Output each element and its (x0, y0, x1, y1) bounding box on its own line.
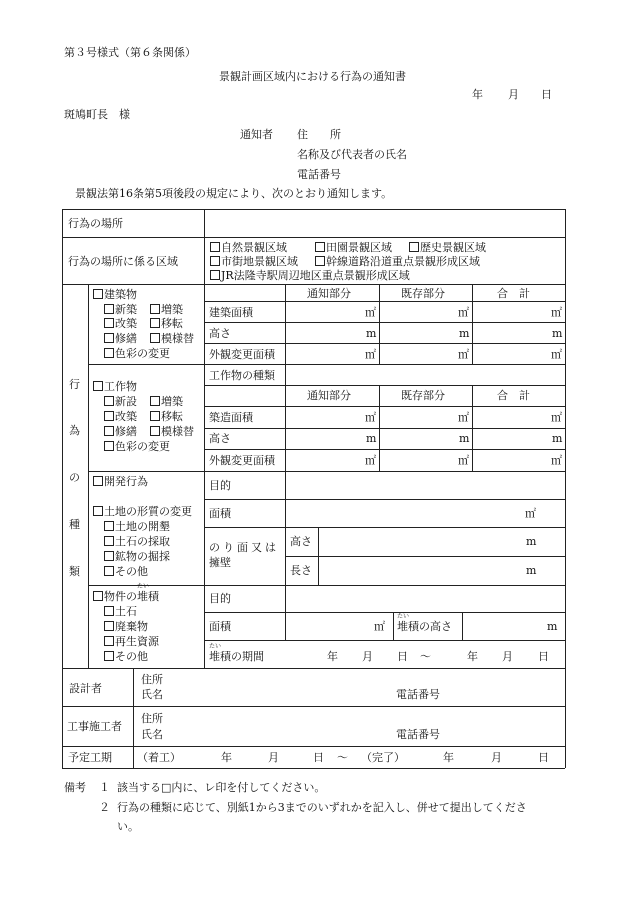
unit-m: m (547, 620, 558, 633)
pile-area-label: 面積 (209, 620, 231, 633)
pile-period-label: たい 堆積の期間 (209, 643, 264, 663)
structure-col-notify: 通知部分 (307, 389, 351, 402)
checkbox[interactable] (104, 426, 114, 436)
checkbox[interactable] (104, 318, 114, 328)
schedule-end-label: （完了） (361, 751, 405, 764)
structure-col-existing: 既存部分 (401, 389, 445, 402)
schedule-start-month: 月 (268, 751, 279, 764)
note-2-number: ２ (99, 801, 110, 814)
address-label: 住 所 (297, 128, 341, 141)
structure-relocation-option[interactable]: 移転 (150, 411, 183, 422)
checkbox[interactable] (104, 411, 114, 421)
form-number: 第３号様式（第６条関係） (64, 46, 196, 59)
checkbox[interactable] (104, 606, 114, 616)
representative-name-label: 名称及び代表者の氏名 (297, 148, 407, 161)
intro-text: 景観法第16条第5項後段の規定により、次のとおり通知します。 (75, 187, 393, 200)
contractor-phone-label: 電話番号 (396, 728, 440, 741)
unit-m: m (366, 327, 377, 340)
notes-label: 備考 (64, 781, 86, 794)
pile-end-day: 日 (538, 650, 549, 663)
zone-rural-option[interactable]: 田園景観区域 (315, 242, 392, 253)
checkbox[interactable] (104, 333, 114, 343)
building-ext-area-label: 外観変更面積 (209, 348, 275, 361)
building-option[interactable]: 建築物 (93, 289, 137, 300)
unit-m2: ㎡ (458, 348, 469, 361)
stockpile-option[interactable]: 物件の たい 堆積 (93, 591, 159, 602)
building-remodel-option[interactable]: 模様替 (150, 333, 194, 344)
checkbox[interactable] (150, 333, 160, 343)
building-col-existing: 既存部分 (401, 287, 445, 300)
zone-historic-option[interactable]: 歴史景観区域 (409, 242, 486, 253)
checkbox[interactable] (104, 636, 114, 646)
unit-m2: ㎡ (551, 454, 562, 467)
structure-color-change-option[interactable]: 色彩の変更 (104, 441, 170, 452)
unit-m2: ㎡ (551, 348, 562, 361)
slope-length-label: 長さ (290, 564, 312, 577)
checkbox[interactable] (104, 441, 114, 451)
unit-m: m (459, 327, 470, 340)
zone-natural-option[interactable]: 自然景観区域 (210, 242, 287, 253)
contractor-address-label: 住所 (141, 712, 163, 725)
structure-kind-label: 工作物の種類 (209, 369, 275, 382)
notifier-label: 通知者 (240, 128, 273, 141)
zone-jr-horyuji-option[interactable]: JR法隆寺駅周辺地区重点景観形成区域 (210, 270, 410, 281)
unit-m2: ㎡ (525, 507, 536, 520)
phone-label: 電話番号 (297, 168, 341, 181)
unit-m: m (526, 564, 537, 577)
dev-other-option[interactable]: その他 (104, 566, 148, 577)
land-clearing-option[interactable]: 土地の開墾 (104, 521, 170, 532)
schedule-start-label: （着工） (137, 751, 181, 764)
note-1-number: １ (99, 781, 110, 794)
zone-arterial-road-option[interactable]: 幹線道路沿道重点景観形成区域 (315, 256, 480, 267)
place-label: 行為の場所 (68, 217, 123, 230)
slope-wall-label-line2: 擁壁 (209, 556, 231, 569)
ruby-tai: たい (209, 643, 222, 650)
unit-m: m (459, 432, 470, 445)
contractor-label: 工事施工者 (67, 720, 122, 733)
checkbox[interactable] (104, 348, 114, 358)
checkbox[interactable] (93, 381, 103, 391)
unit-m: m (526, 535, 537, 548)
schedule-tilde: ～ (337, 751, 348, 764)
checkbox[interactable] (210, 270, 220, 280)
mining-option[interactable]: 鉱物の掘採 (104, 551, 170, 562)
zone-urban-option[interactable]: 市街地景観区域 (210, 256, 298, 267)
unit-m2: ㎡ (374, 620, 385, 633)
checkbox[interactable] (93, 506, 103, 516)
building-col-notify: 通知部分 (307, 287, 351, 300)
act-type-char-1: 行 (69, 378, 80, 391)
checkbox[interactable] (150, 304, 160, 314)
act-type-char-2: 為 (69, 424, 80, 437)
checkbox[interactable] (93, 476, 103, 486)
structure-rebuild-option[interactable]: 改築 (104, 411, 137, 422)
addressee: 斑鳩町長 様 (64, 108, 130, 121)
act-type-char-4: 種 (69, 518, 80, 531)
checkbox[interactable] (150, 411, 160, 421)
building-height-label: 高さ (209, 327, 231, 340)
checkbox[interactable] (104, 621, 114, 631)
building-relocation-option[interactable]: 移転 (150, 318, 183, 329)
structure-extension-option[interactable]: 増築 (150, 396, 183, 407)
checkbox[interactable] (315, 242, 325, 252)
pile-start-day: 日 (397, 650, 408, 663)
note-2-text: 行為の種類に応じて、別紙1から3までのいずれかを記入し、併せて提出してくださ (117, 801, 527, 814)
checkbox[interactable] (104, 551, 114, 561)
unit-m2: ㎡ (551, 411, 562, 424)
act-type-char-5: 類 (69, 565, 80, 578)
note-2-text-continued: い。 (117, 820, 139, 833)
schedule-end-month: 月 (491, 751, 502, 764)
pile-purpose-label: 目的 (209, 592, 231, 605)
building-repair-option[interactable]: 修繕 (104, 333, 137, 344)
checkbox[interactable] (150, 396, 160, 406)
checkbox[interactable] (150, 318, 160, 328)
schedule-end-year: 年 (443, 751, 454, 764)
checkbox[interactable] (210, 242, 220, 252)
pile-height-label: たい 堆積の高さ (397, 613, 452, 633)
unit-m2: ㎡ (365, 306, 376, 319)
unit-m2: ㎡ (365, 411, 376, 424)
earth-extraction-option[interactable]: 土石の採取 (104, 536, 170, 547)
structure-area-label: 築造面積 (209, 411, 253, 424)
land-change-option[interactable]: 土地の形質の変更 (93, 506, 192, 517)
unit-m: m (552, 327, 563, 340)
unit-m2: ㎡ (458, 411, 469, 424)
date-year-label: 年 (472, 88, 483, 101)
unit-m: m (552, 432, 563, 445)
designer-label: 設計者 (69, 682, 102, 695)
structure-ext-area-label: 外観変更面積 (209, 454, 275, 467)
document-title: 景観計画区域内における行為の通知書 (219, 70, 406, 83)
pile-period-tilde: ～ (420, 650, 431, 663)
checkbox[interactable] (104, 396, 114, 406)
checkbox[interactable] (104, 536, 114, 546)
pile-other-option[interactable]: その他 (104, 651, 148, 662)
pile-end-year: 年 (467, 650, 478, 663)
schedule-start-year: 年 (221, 751, 232, 764)
structure-repair-option[interactable]: 修繕 (104, 426, 137, 437)
pile-start-month: 月 (362, 650, 373, 663)
unit-m2: ㎡ (551, 306, 562, 319)
checkbox[interactable] (150, 426, 160, 436)
unit-m2: ㎡ (458, 454, 469, 467)
checkbox[interactable] (104, 566, 114, 576)
checkbox[interactable] (93, 591, 103, 601)
zone-label: 行為の場所に係る区域 (68, 255, 178, 268)
pile-end-month: 月 (502, 650, 513, 663)
structure-option[interactable]: 工作物 (93, 381, 137, 392)
structure-remodel-option[interactable]: 模様替 (150, 426, 194, 437)
checkbox[interactable] (104, 651, 114, 661)
designer-name-label: 氏名 (141, 688, 163, 701)
building-rebuild-option[interactable]: 改築 (104, 318, 137, 329)
checkbox[interactable] (210, 256, 220, 266)
dev-purpose-label: 目的 (209, 479, 231, 492)
pile-waste-option[interactable]: 廃棄物 (104, 621, 148, 632)
building-col-total: 合 計 (497, 287, 530, 300)
checkbox[interactable] (104, 521, 114, 531)
contractor-name-label: 氏名 (141, 728, 163, 741)
building-new-option[interactable]: 新築 (104, 304, 137, 315)
building-color-change-option[interactable]: 色彩の変更 (104, 348, 170, 359)
date-day-label: 日 (541, 88, 552, 101)
slope-wall-label-line1: のり面又は (209, 541, 279, 554)
act-type-char-3: の (69, 471, 80, 484)
schedule-label: 予定工期 (68, 751, 112, 764)
schedule-start-day: 日 (313, 751, 324, 764)
slope-height-label: 高さ (290, 535, 312, 548)
designer-address-label: 住所 (141, 673, 163, 686)
checkbox[interactable] (104, 304, 114, 314)
dev-area-label: 面積 (209, 507, 231, 520)
designer-phone-label: 電話番号 (396, 688, 440, 701)
building-area-label: 建築面積 (209, 306, 253, 319)
unit-m2: ㎡ (365, 454, 376, 467)
pile-recycled-option[interactable]: 再生資源 (104, 636, 159, 647)
structure-new-option[interactable]: 新設 (104, 396, 137, 407)
ruby-tai: たい (397, 613, 410, 620)
pile-earth-option[interactable]: 土石 (104, 606, 137, 617)
structure-col-total: 合 計 (497, 389, 530, 402)
pile-start-year: 年 (327, 650, 338, 663)
ruby-tai: たい (137, 583, 150, 590)
structure-height-label: 高さ (209, 432, 231, 445)
development-option[interactable]: 開発行為 (93, 476, 148, 487)
unit-m2: ㎡ (458, 306, 469, 319)
note-1-text: 該当する□内に、レ印を付してください。 (117, 781, 326, 794)
schedule-end-day: 日 (538, 751, 549, 764)
unit-m2: ㎡ (365, 348, 376, 361)
checkbox[interactable] (315, 256, 325, 266)
unit-m: m (366, 432, 377, 445)
checkbox[interactable] (93, 289, 103, 299)
date-month-label: 月 (508, 88, 519, 101)
checkbox[interactable] (409, 242, 419, 252)
building-extension-option[interactable]: 増築 (150, 304, 183, 315)
